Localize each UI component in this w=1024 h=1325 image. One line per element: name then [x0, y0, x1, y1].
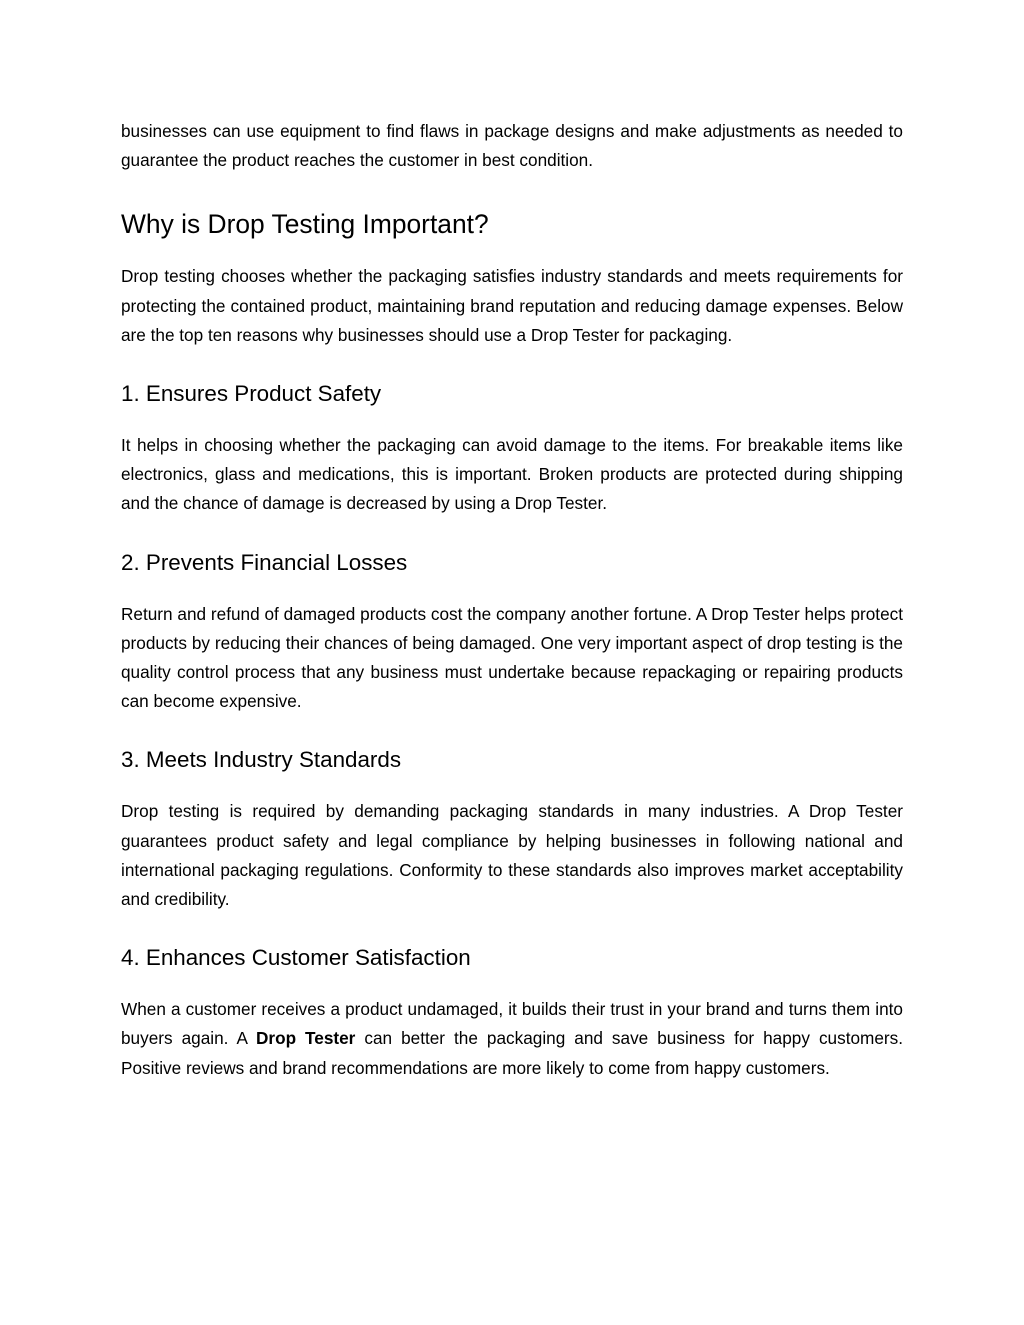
reason-3-heading: 3. Meets Industry Standards — [121, 747, 402, 773]
drop-tester-bold-term: Drop Tester — [255, 1028, 356, 1049]
intro-paragraph: businesses can use equipment to find flaws in package designs and make adjustments as needed to guarantee the product reaches the customer in best condition. — [121, 121, 903, 171]
reason-4-text-after: can better the packaging and save business for happy customers. Positive reviews and brand recommendations are more likely to come from happy customers. — [121, 1028, 903, 1078]
reason-4-text-before: When a customer receives a product undamaged, it builds their trust in your brand and turns them into buyers again. A — [121, 999, 903, 1049]
why-drop-testing-heading: Why is Drop Testing Important? — [121, 209, 489, 240]
reason-2-heading: 2. Prevents Financial Losses — [121, 549, 408, 575]
why-drop-testing-paragraph: Drop testing chooses whether the packaging satisfies industry standards and meets requirements for protecting the contained product, maintaining brand reputation and reducing damage expenses. Below are the top ten reasons why businesses should use a Drop Tester for packaging. — [121, 266, 903, 345]
reason-3-paragraph: Drop testing is required by demanding packaging standards in many industries. A Drop Tester guarantees product safety and legal compliance by helping businesses in following national and international packaging regulations. Conformity to these standards also improves market acceptability and credibility. — [121, 801, 903, 910]
reason-4-heading: 4. Enhances Customer Satisfaction — [121, 945, 471, 971]
reason-1-heading: 1. Ensures Product Safety — [121, 381, 382, 407]
reason-1-paragraph: It helps in choosing whether the packaging can avoid damage to the items. For breakable items like electronics, glass and medications, this is important. Broken products are protected during shipping and the chance of damage is decreased by using a Drop Tester. — [121, 435, 903, 514]
reason-4-paragraph — [121, 995, 903, 1083]
document-page — [121, 117, 903, 1083]
reason-2-paragraph: Return and refund of damaged products cost the company another fortune. A Drop Tester helps protect products by reducing their chances of being damaged. One very important aspect of drop testing is the quality control process that any business must undertake because repackaging or repairing products can become expensive. — [121, 603, 903, 712]
